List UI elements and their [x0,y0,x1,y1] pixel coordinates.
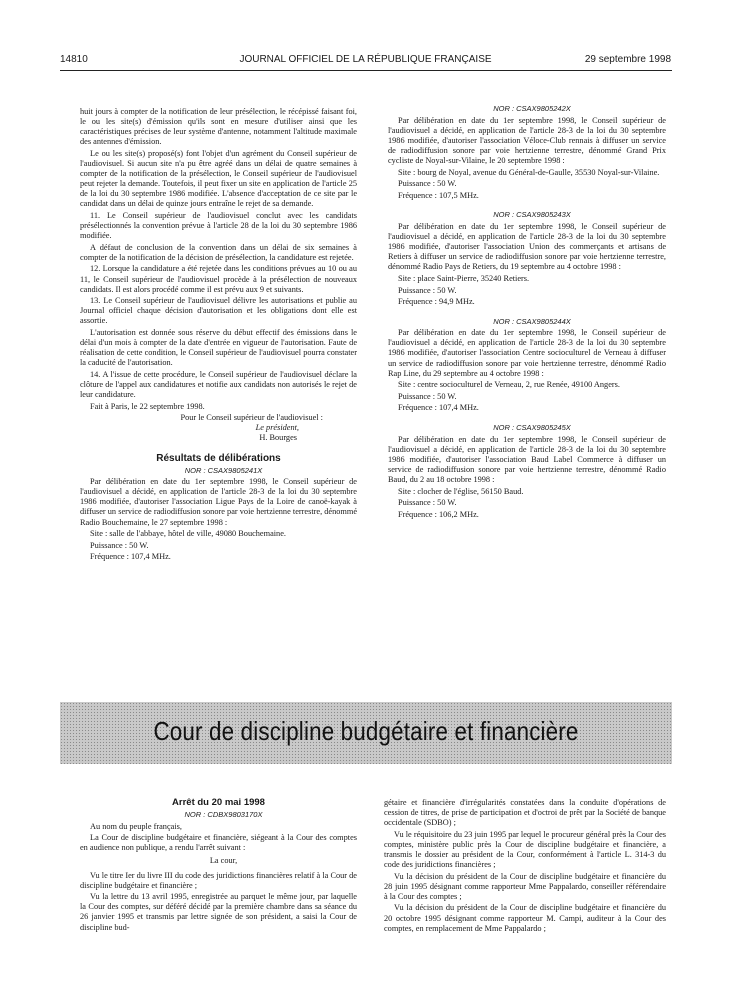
puissance-line: Puissance : 50 W. [90,540,149,550]
signature-line: Pour le Conseil supérieur de l'audiovisuel : [180,413,323,423]
issue-date: 29 septembre 1998 [584,54,671,65]
nor-reference: NOR : CSAX9805245X [493,423,571,433]
la-cour-line: La cour, [209,856,238,866]
paragraph: 11. Le Conseil supérieur de l'audiovisuel conclut avec les candidats présélectionnés la convention prévue à l'article 28 de la loi du 30 septembre 1986 modifiée. [80,210,357,241]
nor-reference: NOR : CSAX9805243X [493,210,571,220]
section-banner [60,702,672,764]
paragraph: 12. Lorsque la candidature a été rejetée dans les conditions prévues au 10 ou au 11, le Conseil supérieur de l'audiovisuel procède à la présélection de nouveaux candidats. Il est alors procédé comme il est prévu aux 9 et suivants. [80,264,357,294]
deliberation-text: Par délibération en date du 1er septembre 1998, le Conseil supérieur de l'audiovisuel a décidé, en application de l'article 28-3 de la loi du 30 septembre 1986 modifiée, d'autoriser l'association Véloce-Club rennais à diffuser un service de radiodiffusion sonore par voie hertzienne terrestre, dénommé Grand Prix cycliste de Noyal-sur-Vilaine, le 20 septembre 1998 : [388,115,666,165]
paragraph: Vu le réquisitoire du 23 juin 1995 par lequel le procureur général près la Cour des comptes, ministère public près la Cour de discipline budgétaire et financière, a transmis le dossier au président de la Cour, conformément à l'article L. 314-3 du code des juridictions financières ; [384,829,666,870]
deliberation-text: Par délibération en date du 1er septembre 1998, le Conseil supérieur de l'audiovisuel a décidé, en application de l'article 28-3 de la loi du 30 septembre 1986 modifiée, d'autoriser l'association Centre socioculturel de Verneau à diffuser un service de radiodiffusion sonore par voie hertzienne terrestre, dénommé Radio Rap Line, du 29 septembre au 4 octobre 1998 : [388,328,666,378]
journal-title: JOURNAL OFFICIEL DE LA RÉPUBLIQUE FRANÇAISE [239,54,492,65]
nor-reference: NOR : CSAX9805242X [493,104,571,113]
paragraph: 14. A l'issue de cette procédure, le Conseil supérieur de l'audiovisuel déclare la clôture de l'appel aux candidatures et notifie aux candidats non autorisés le rejet de leur candidature. [80,369,357,400]
page-number: 14810 [60,54,88,65]
frequence-line: Fréquence : 107,4 MHz. [90,552,171,562]
paragraph: Vu la décision du président de la Cour de discipline budgétaire et financière du 28 juin 1995 désignant comme rapporteur Mme Pappalardo, conseiller référendaire à la Cour des comptes ; [384,871,666,901]
nor-reference: NOR : CDBX9803170X [184,810,263,820]
deliberation-text: Par délibération en date du 1er septembre 1998, le Conseil supérieur de l'audiovisuel a décidé, en application de l'article 28-3 de la loi du 30 septembre 1986 modifiée, d'autoriser l'association Baud Label Commerce à diffuser un service de radiodiffusion sonore par voie hertzienne terrestre, dénommé Radio Baud, du 2 au 18 octobre 1998 : [388,434,666,484]
right-column [388,102,666,521]
paragraph: L'autorisation est donnée sous réserve du début effectif des émissions dans le délai d'un mois à compter de la date d'entrée en vigueur de l'autorisation. Faute de réalisation de cette condition, le Conseil supérieur de l'audiovisuel pourra constater la caducité de l'autorisation. [80,327,357,368]
paragraph: gétaire et financière d'irrégularités constatées dans la conduite d'opérations de cession de titres, de prise de participation et d'octroi de prêt par la Société de banque occidentale (SDBO) ; [384,798,666,828]
puissance-line: Puissance : 50 W. [398,498,457,508]
site-line: Site : clocher de l'église, 56150 Baud. [398,486,524,496]
frequence-line: Fréquence : 107,5 MHz. [398,190,479,200]
site-line: Site : centre socioculturel de Verneau, 2, rue Renée, 49100 Angers. [398,380,620,390]
site-line: Site : bourg de Noyal, avenue du Général-de-Gaulle, 35530 Noyal-sur-Vilaine. [398,167,660,177]
site-line: Site : place Saint-Pierre, 35240 Retiers. [398,273,530,283]
paragraph: A défaut de conclusion de la convention dans un délai de six semaines à compter de la notification de la décision de présélection, la candidature est rejetée. [80,242,357,262]
fait-a-paris: Fait à Paris, le 22 septembre 1998. [90,401,205,411]
puissance-line: Puissance : 50 W. [398,285,457,295]
frequence-line: Fréquence : 106,2 MHz. [398,509,479,519]
puissance-line: Puissance : 50 W. [398,179,457,189]
frequence-line: Fréquence : 107,4 MHz. [398,403,479,413]
results-heading: Résultats de délibérations [156,452,281,464]
paragraph: Le ou les site(s) proposé(s) font l'objet d'un agrément du Conseil supérieur de l'audiovisuel. Si aucun site n'a pu être agréé dans un délai de quatre semaines à compter de la notification de la présélection, le Conseil supérieur de l'audiovisuel peut rejeter la demande. Toutefois, il peut fixer un site en application de l'article 25 de la loi du 30 septembre 1986 modifiée. L'absence d'acceptation de ce site par le candidat dans un délai de quinze jours entraîne le rejet de sa demande. [80,148,357,209]
header-rule [60,70,672,71]
paragraph: Au nom du peuple français, [90,821,182,831]
deliberation-text: Par délibération en date du 1er septembre 1998, le Conseil supérieur de l'audiovisuel a décidé, en application de l'article 28-3 de la loi du 30 septembre 1986 modifiée, d'autoriser l'association Ligue Pays de la Loire de canoë-kayak à diffuser un service de radiodiffusion sonore par voie hertzienne terrestre, dénommé Radio Bouchemaine, le 27 septembre 1998 : [80,477,357,527]
left-column [80,107,357,564]
paragraph: La Cour de discipline budgétaire et financière, siégeant à la Cour des comptes en audience non publique, a rendu l'arrêt suivant : [80,833,357,853]
paragraph: 13. Le Conseil supérieur de l'audiovisuel délivre les autorisations et publie au Journal officiel chaque décision d'autorisation et les obligations dont elle est assortie. [80,296,357,326]
paragraph: Vu le titre Ier du livre III du code des juridictions financières relatif à la Cour de discipline budgétaire et financière ; [80,870,357,890]
paragraph: huit jours à compter de la notification de leur présélection, le récépissé faisant foi, le ou les site(s) d'émission qu'ils sont en mesure d'utiliser ainsi que les caractéristiques précises de leur système d'antenne, notamment l'altitude maximale des antennes d'émission. [80,107,357,147]
nor-reference: NOR : CSAX9805244X [493,316,571,326]
signature-name: H. Bourges [259,433,297,443]
frequence-line: Fréquence : 94,9 MHz. [398,297,475,307]
arret-title: Arrêt du 20 mai 1998 [172,797,265,808]
nor-reference: NOR : CSAX9805241X [184,465,263,475]
puissance-line: Puissance : 50 W. [398,391,457,401]
arret-right-column [384,798,666,935]
arret-left-column [80,798,357,934]
banner-title: Cour de discipline budgétaire et financière [153,716,579,746]
paragraph: Vu la décision du président de la Cour de discipline budgétaire et financière du 20 octobre 1995 désignant comme rapporteur M. Campi, auditeur à la Cour des comptes, en remplacement de Mme Pappalardo ; [384,903,666,933]
deliberation-text: Par délibération en date du 1er septembre 1998, le Conseil supérieur de l'audiovisuel a décidé, en application de l'article 28-3 de la loi du 30 septembre 1986 modifiée, d'autoriser l'association Union des commerçants et artisans de Retiers à diffuser un service de radiodiffusion sonore par voie hertzienne terrestre, dénommé Radio Pays de Retiers, du 19 septembre au 4 octobre 1998 : [388,221,666,272]
site-line: Site : salle de l'abbaye, hôtel de ville, 49080 Bouchemaine. [90,529,286,539]
paragraph: Vu la lettre du 13 avril 1995, enregistrée au parquet le même jour, par laquelle la Cour des comptes, sur déféré décidé par la première chambre dans sa séance du 26 janvier 1995 et transmis par lettre signée de son président, a saisi la Cour de discipline bud- [80,892,357,932]
signature-title: Le président, [255,423,299,433]
